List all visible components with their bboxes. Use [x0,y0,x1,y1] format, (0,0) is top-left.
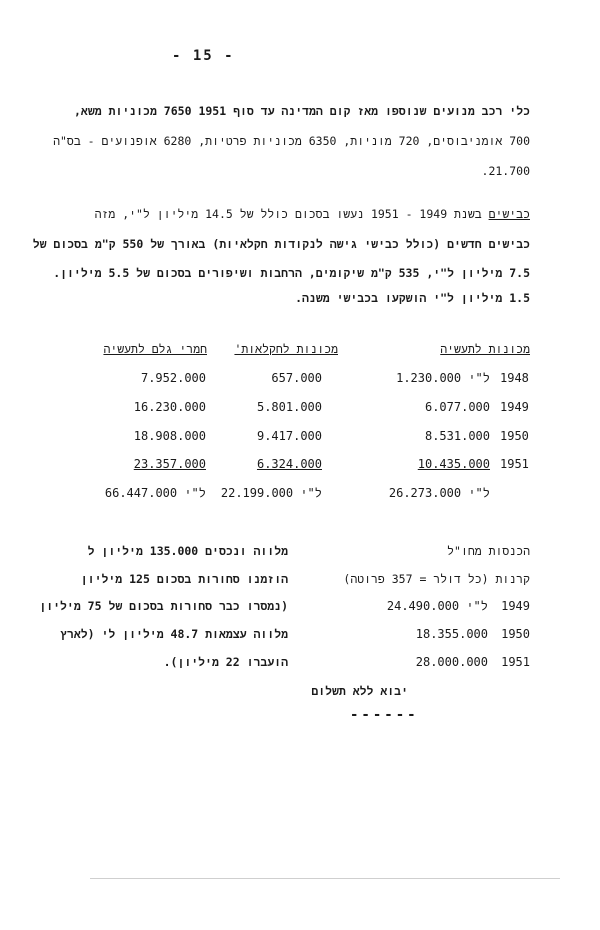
total-agri: 22.199.000 ל"י [220,486,322,500]
loans-line1: מלווה ונכסים 135.000 מיליון ל [87,544,288,558]
cell-industry: 8.531.000 [424,429,490,443]
foreign-income-amount: 18.355.000 [415,627,488,641]
row-year: 1951 [500,457,529,471]
cell-raw: 23.357.000 [133,457,206,471]
foreign-income-funds: קרנות (כל דולר = 357 פרוטה) [343,572,530,586]
scan-artifact-line [90,878,560,879]
paragraph2-line1 [95,207,530,222]
paragraph2-line1-text: בשנת 1949 - 1951 נעשו בסכום כולל של 14.5 מיליון ל"י, מזה [94,207,489,221]
cell-agri: 9.417.000 [256,429,322,443]
loans-line4: מלווה עצמאות 48.7 מיליון לי (לארץ [60,627,288,641]
paragraph2-line4: 1.5 מיליון ל"י הושקעו בכבישי משנה. [295,291,530,305]
total-industry: 26.273.000 ל"י [388,486,490,500]
loans-line5: הועברו 22 מיליון). [163,655,288,669]
foreign-income-title: הכנסות מחו"ל [447,544,530,558]
cell-agri: 657.000 [271,371,322,385]
continued-note: יבוא ללא תשלום [311,684,408,698]
cell-industry: 10.435.000 [417,457,490,471]
row-year: 1949 [500,400,529,414]
closing-dashes: ------ [350,707,419,723]
foreign-income-year: 1951 [501,655,530,669]
total-raw: 66.447.000 ל"י [104,486,206,500]
cell-agri: 6.324.000 [256,457,322,471]
header-industry-machinery: מכונות לתעשיה [440,342,530,356]
header-agri-machinery: מכונות לחקלאות' [234,342,338,356]
cell-industry: 1.230.000 ל"י [396,371,490,385]
cell-industry: 6.077.000 [424,400,490,414]
paragraph1-line3: .21.700 [481,164,530,178]
cell-raw: 16.230.000 [133,400,206,414]
paragraph2-line3: 7.5 מיליון ל"י, 535 ק"מ שיקומים, הרחבות ושיפורים בסכום של 5.5 מיליון. [53,266,530,280]
foreign-income-amount: 24.490.000 ל"י [386,599,488,613]
loans-line2: הוזמנו סחורות בסכום 125 מיליון [80,572,288,586]
row-year: 1950 [500,429,529,443]
foreign-income-year: 1950 [501,627,530,641]
paragraph2-line2: כבישים חדשים (כולל כבישי גישה לנקודות חקלאיות) באורך של 550 ק"מ בסכום של [32,237,530,251]
row-year: 1948 [500,371,529,385]
cell-raw: 18.908.000 [133,429,206,443]
paragraph1-line2: 700 אומניבוסים, 720 מוניות, 6350 מכוניות פרטיות, 6280 אופנועים - בס"ה [53,134,530,148]
page-number: - 15 - [172,48,235,64]
loans-line3: (נמסרו כבר סחורות בסכום של 75 מיליון [39,599,288,613]
cell-agri: 5.801.000 [256,400,322,414]
foreign-income-amount: 28.000.000 [415,655,488,669]
paragraph1-line1: כלי רכב מנועים שנוספו מאז קום המדינה עד סוף 1951 7650 מכוניות משא, [74,104,530,118]
header-raw-materials: חמרי גלם לתעשיה [103,342,207,356]
paragraph2-heading: כבישים [488,207,530,221]
cell-raw: 7.952.000 [140,371,206,385]
foreign-income-year: 1949 [501,599,530,613]
